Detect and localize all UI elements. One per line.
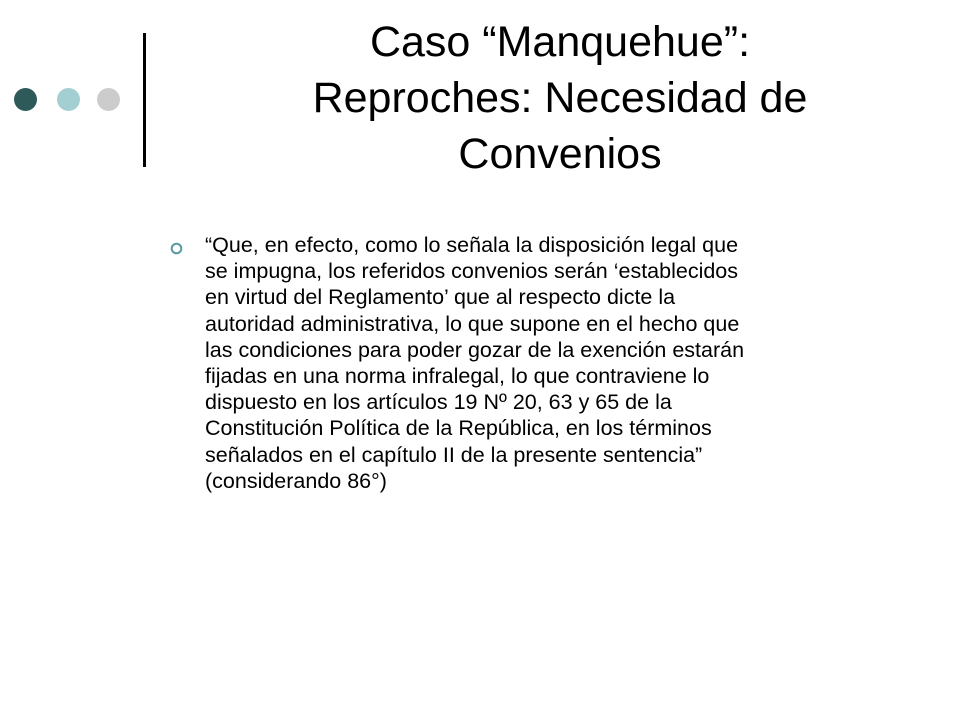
title-line: Convenios <box>458 130 662 178</box>
bullet-text <box>205 232 895 494</box>
ring-bullet-icon <box>170 242 183 255</box>
decorative-dot-dark <box>14 88 37 111</box>
title-line: Reproches: Necesidad de <box>312 74 808 122</box>
bullet-text-line: Constitución Política de la República, en los términos <box>205 416 712 441</box>
bullet-text-line: las condiciones para poder gozar de la exención estarán <box>205 337 745 362</box>
bullet-text-line: fijadas en una norma infralegal, lo que contraviene lo <box>205 364 710 389</box>
bullet-text-line: en virtud del Reglamento’ que al respecto dicte la <box>205 285 676 310</box>
slide-title <box>180 14 940 182</box>
title-line: Caso “Manquehue”: <box>369 18 751 66</box>
bullet-text-line: señalados en el capítulo II de la presente sentencia” <box>205 442 703 467</box>
bullet-text-line: “Que, en efecto, como lo señala la disposición legal que <box>205 233 739 257</box>
bullet-text-line: dispuesto en los artículos 19 Nº 20, 63 y 65 de la <box>205 390 672 415</box>
bullet-text-line: (considerando 86°) <box>205 468 387 493</box>
decorative-dot-light <box>57 88 80 111</box>
bullet-text-line: se impugna, los referidos convenios serán ‘establecidos <box>205 259 739 284</box>
decorative-vertical-line <box>143 33 146 167</box>
decorative-dot-gray <box>97 88 120 111</box>
bullet-text-line: autoridad administrativa, lo que supone en el hecho que <box>205 311 740 336</box>
